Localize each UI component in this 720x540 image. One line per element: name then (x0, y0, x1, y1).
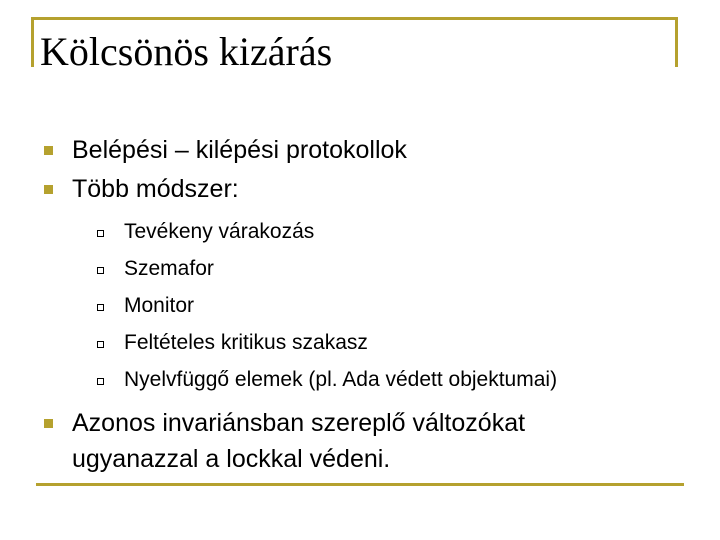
sub-bullet-text-1: Tevékeny várakozás (124, 220, 315, 243)
sub-bullet-marker (97, 267, 104, 274)
bottom-divider-line (36, 483, 684, 486)
bullet-marker (44, 185, 53, 194)
bullet-text-3-line-1: Azonos invariánsban szereplő változókat (72, 409, 526, 437)
sub-bullet-text-5: Nyelvfüggő elemek (pl. Ada védett objektumai) (124, 368, 558, 391)
bullet-text-3-line-2: ugyanazzal a lockkal védeni. (72, 445, 391, 473)
slide-title: Kölcsönös kizárás (40, 29, 333, 74)
sub-bullet-marker (97, 378, 104, 385)
sub-bullet-marker (97, 230, 104, 237)
title-frame-left-line (31, 17, 34, 67)
sub-bullet-marker (97, 341, 104, 348)
sub-bullet-text-4: Feltételes kritikus szakasz (124, 331, 368, 354)
sub-bullet-text-2: Szemafor (124, 257, 214, 280)
bullet-text-1: Belépési – kilépési protokollok (72, 136, 407, 164)
bullet-marker (44, 419, 53, 428)
title-frame-right-line (675, 17, 678, 67)
bullet-marker (44, 146, 53, 155)
title-frame-top-line (31, 17, 678, 20)
sub-bullet-marker (97, 304, 104, 311)
bullet-text-2: Több módszer: (72, 175, 239, 203)
sub-bullet-text-3: Monitor (124, 294, 195, 317)
